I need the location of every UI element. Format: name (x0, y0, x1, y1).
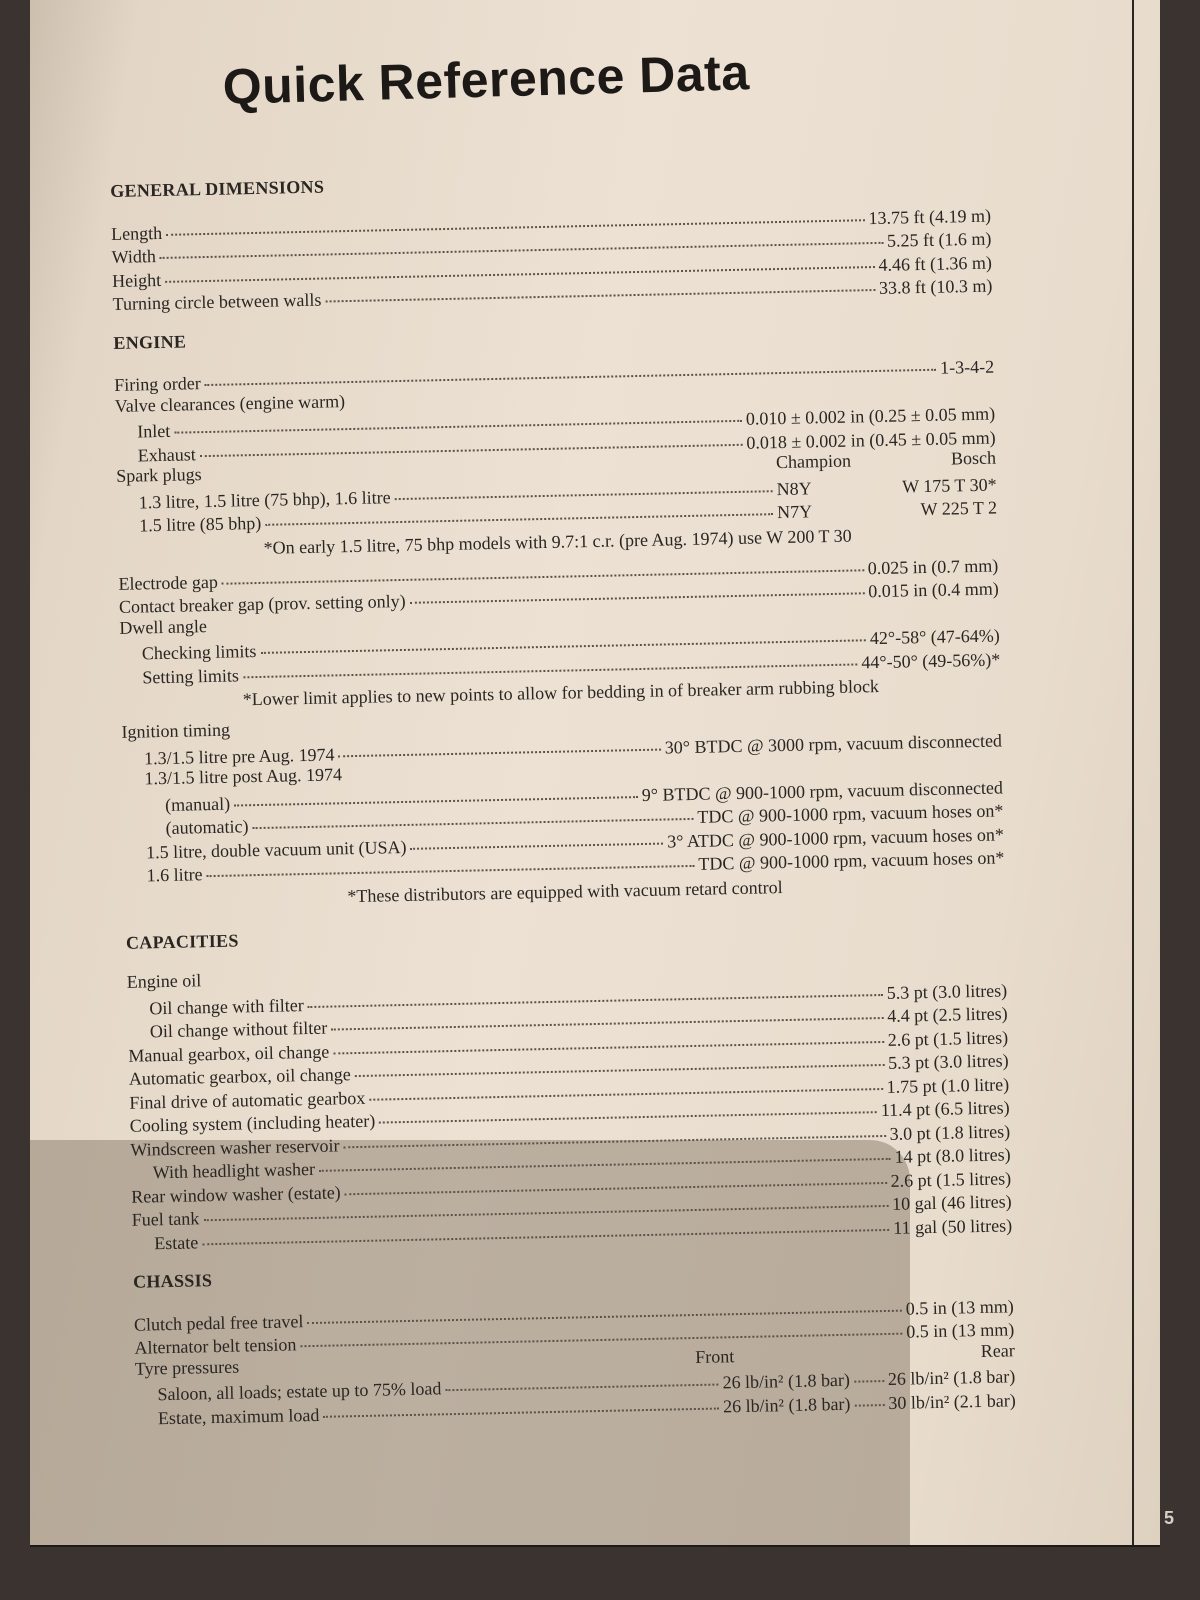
spec-label: Contact breaker gap (prov. setting only) (118, 590, 406, 617)
spec-label: Oil change with filter (149, 994, 304, 1018)
spec-value: 0.010 ± 0.002 in (0.25 ± 0.05 mm) (745, 403, 996, 429)
section-capacities (126, 913, 1013, 1253)
spec-value: 9° BTDC @ 900-1000 rpm, vacuum disconnected (641, 776, 1004, 805)
spec-label: Alternator belt tension (134, 1334, 297, 1358)
champion-value: N7Y (776, 501, 813, 523)
spec-value: 2.6 pt (1.5 litres) (890, 1167, 1012, 1191)
spec-value: 42°-58° (47-64%) (869, 625, 1000, 649)
spec-value: 3.0 pt (1.8 litres) (889, 1120, 1011, 1144)
spec-label: (automatic) (165, 816, 249, 838)
spec-label: Windscreen washer reservoir (130, 1134, 340, 1160)
rear-pressure: 26 lb/in² (1.8 bar) (887, 1366, 1016, 1389)
spec-label: Valve clearances (engine warm) (114, 390, 346, 416)
rear-pressure: 30 lb/in² (2.1 bar) (888, 1389, 1016, 1413)
page-number: 5 (1164, 1508, 1175, 1528)
spec-value: 5.3 pt (3.0 litres) (886, 979, 1008, 1003)
spec-label: Turning circle between walls (112, 289, 322, 314)
spec-label: Dwell angle (119, 615, 208, 638)
spec-value: 1-3-4-2 (939, 356, 995, 378)
spec-value: 14 pt (8.0 litres) (894, 1144, 1011, 1167)
spec-label: Estate, maximum load (157, 1404, 320, 1428)
spec-value: 11 gal (50 litres) (893, 1214, 1013, 1238)
spec-label: Checking limits (141, 641, 257, 664)
spec-value: 0.5 in (13 mm) (905, 1295, 1014, 1319)
spec-value: 2.6 pt (1.5 litres) (887, 1026, 1009, 1050)
spec-label: Length (110, 222, 163, 244)
spec-label: Tyre pressures (134, 1356, 240, 1379)
brand-bosch: Bosch (950, 447, 997, 469)
spec-label: Estate (154, 1231, 199, 1253)
spec-label: Rear window washer (estate) (131, 1181, 341, 1207)
spec-label: 1.5 litre, double vacuum unit (USA) (145, 836, 407, 862)
spec-label: Manual gearbox, oil change (128, 1041, 330, 1066)
spec-label: With headlight washer (152, 1158, 316, 1183)
spec-label: Clutch pedal free travel (133, 1310, 304, 1335)
spec-value: 11.4 pt (6.5 litres) (880, 1097, 1010, 1121)
spec-value: 5.3 pt (3.0 litres) (887, 1050, 1009, 1073)
section-chassis (133, 1252, 1016, 1427)
brand-champion: Champion (775, 450, 852, 473)
section-heading: CAPACITIES (125, 929, 239, 953)
spec-label: Height (111, 269, 162, 291)
spec-label: Width (111, 246, 157, 267)
spec-value: 0.018 ± 0.002 in (0.45 ± 0.05 mm) (746, 427, 996, 453)
page-title: Quick Reference Data (222, 44, 751, 115)
spec-value: 1.75 pt (1.0 litre) (886, 1073, 1010, 1097)
spec-label: 1.5 litre (85 bhp) (139, 512, 262, 536)
section-heading: GENERAL DIMENSIONS (110, 176, 325, 201)
footnote: *On early 1.5 litre, 75 bhp models with 9.7:1 c.r. (pre Aug. 1974) use W 200 T 30 (263, 525, 852, 558)
spec-label: 1.6 litre (146, 864, 203, 886)
footnote: *These distributors are equipped with vacuum retard control (347, 876, 783, 906)
section-heading: CHASSIS (132, 1270, 213, 1292)
section-heading: ENGINE (113, 330, 187, 353)
spec-value: 4.4 pt (2.5 litres) (886, 1003, 1008, 1026)
spec-value: 44°-50° (49-56%)* (861, 648, 1001, 672)
spec-label: Oil change without filter (149, 1017, 328, 1042)
footnote: *Lower limit applies to new points to allow for bedding in of breaker arm rubbing block (242, 676, 880, 710)
spec-label: Engine oil (126, 970, 202, 992)
spec-label: 1.3 litre, 1.5 litre (75 bhp), 1.6 litre (138, 486, 391, 512)
front-column-label: Front (695, 1345, 735, 1367)
spec-label: Inlet (137, 420, 171, 442)
spec-label: Firing order (114, 373, 201, 395)
spec-label: Electrode gap (118, 571, 219, 594)
spec-value: TDC @ 900-1000 rpm, vacuum hoses on* (698, 847, 1005, 874)
spec-value: 5.25 ft (1.6 m) (886, 228, 992, 251)
spec-value: 0.025 in (0.7 mm) (867, 554, 999, 578)
manual-page (30, 0, 1160, 1547)
spec-label: Ignition timing (121, 719, 231, 742)
spec-value: 33.8 ft (10.3 m) (878, 275, 993, 298)
leader-dots (854, 1362, 884, 1383)
spec-label: Spark plugs (115, 464, 202, 486)
spec-value: 10 gal (46 litres) (891, 1191, 1012, 1214)
spec-label: (manual) (164, 793, 231, 815)
front-pressure: 26 lb/in² (1.8 bar) (722, 1369, 851, 1393)
spec-value: 4.46 ft (1.36 m) (878, 252, 993, 275)
leader-dots (854, 1386, 884, 1407)
spec-value: 0.015 in (0.4 mm) (868, 578, 999, 602)
leader-dots (410, 824, 663, 849)
spec-label: 1.3/1.5 litre pre Aug. 1974 (143, 743, 335, 768)
page-border-line (1132, 0, 1134, 1545)
spec-value: 3° ATDC @ 900-1000 rpm, vacuum hoses on* (666, 823, 1005, 851)
bosch-value: W 225 T 2 (920, 497, 998, 520)
spec-value: 13.75 ft (4.19 m) (868, 205, 992, 228)
spec-label: Exhaust (137, 443, 196, 465)
spec-label: Fuel tank (131, 1208, 200, 1230)
spec-value: 0.5 in (13 mm) (906, 1319, 1015, 1342)
spec-label: Setting limits (142, 664, 240, 687)
spec-value: TDC @ 900-1000 rpm, vacuum hoses on* (697, 800, 1004, 827)
rear-column-label: Rear (980, 1339, 1015, 1361)
bosch-value: W 175 T 30* (901, 474, 997, 496)
spec-value: 30° BTDC @ 3000 rpm, vacuum disconnected (664, 729, 1003, 758)
front-pressure: 26 lb/in² (1.8 bar) (722, 1393, 851, 1416)
leader-dots (445, 1366, 719, 1392)
reference-content (110, 162, 1016, 1428)
section-engine (113, 313, 1005, 913)
spec-label: Final drive of automatic gearbox (129, 1087, 366, 1113)
spec-label: Saloon, all loads; estate up to 75% load (157, 1378, 442, 1405)
spec-label: Cooling system (including heater) (129, 1110, 376, 1136)
spec-label: Automatic gearbox, oil change (128, 1064, 351, 1089)
spec-label: 1.3/1.5 litre post Aug. 1974 (144, 764, 343, 789)
champion-value: N8Y (776, 477, 812, 499)
section-general-dimensions (110, 162, 993, 314)
